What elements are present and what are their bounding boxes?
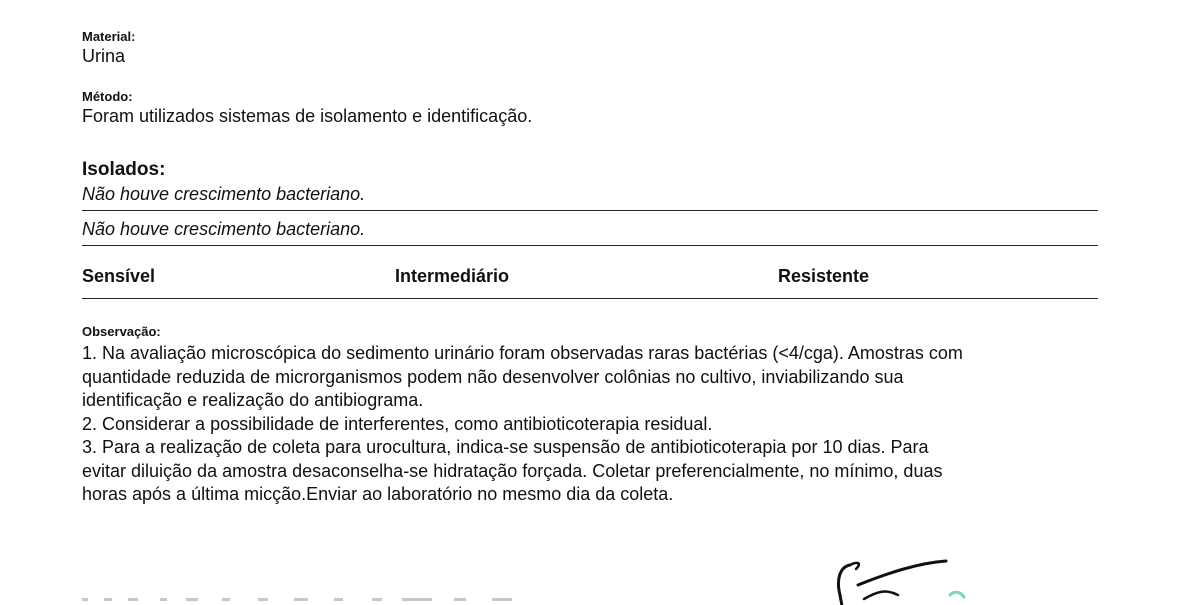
observation-line: 2. Considerar a possibilidade de interferentes, como antibioticoterapia residual. xyxy=(82,413,713,434)
column-sensitive: Sensível xyxy=(82,266,156,286)
material-value: Urina xyxy=(82,46,126,66)
observation-line: evitar diluição da amostra desaconselha-se hidratação forçada. Coletar preferencialmente, no mínimo, duas xyxy=(82,460,943,481)
observation-line: horas após a última micção.Enviar ao laboratório no mesmo dia da coleta. xyxy=(82,484,674,504)
material-label: Material: xyxy=(82,29,136,44)
observation-line: 3. Para a realização de coleta para urocultura, indica-se suspensão de antibioticoterapia por 10 dias. Para xyxy=(82,437,929,457)
observation-label: Observação: xyxy=(82,324,161,339)
signature-image xyxy=(828,555,968,605)
isolate-row: Não houve crescimento bacteriano. xyxy=(82,183,1098,211)
observation-line: quantidade reduzida de microrganismos podem não desenvolver colônias no cultivo, inviabilizando sua xyxy=(82,366,904,387)
observation-line: identificação e realização do antibiograma. xyxy=(82,390,424,410)
method-label: Método: xyxy=(82,89,133,104)
observation-text xyxy=(82,342,1098,507)
column-resistant: Resistente xyxy=(778,266,870,286)
cropped-footer-text xyxy=(82,594,522,602)
method-value: Foram utilizados sistemas de isolamento e identificação. xyxy=(82,106,533,126)
column-intermediate: Intermediário xyxy=(395,266,510,286)
observation-line: 1. Na avaliação microscópica do sedimento urinário foram observadas raras bactérias (<4/cga). Amostras com xyxy=(82,343,963,363)
isolate-row: Não houve crescimento bacteriano. xyxy=(82,218,1098,246)
isolates-heading: Isolados: xyxy=(82,159,166,180)
antibiogram-header xyxy=(82,255,1098,299)
